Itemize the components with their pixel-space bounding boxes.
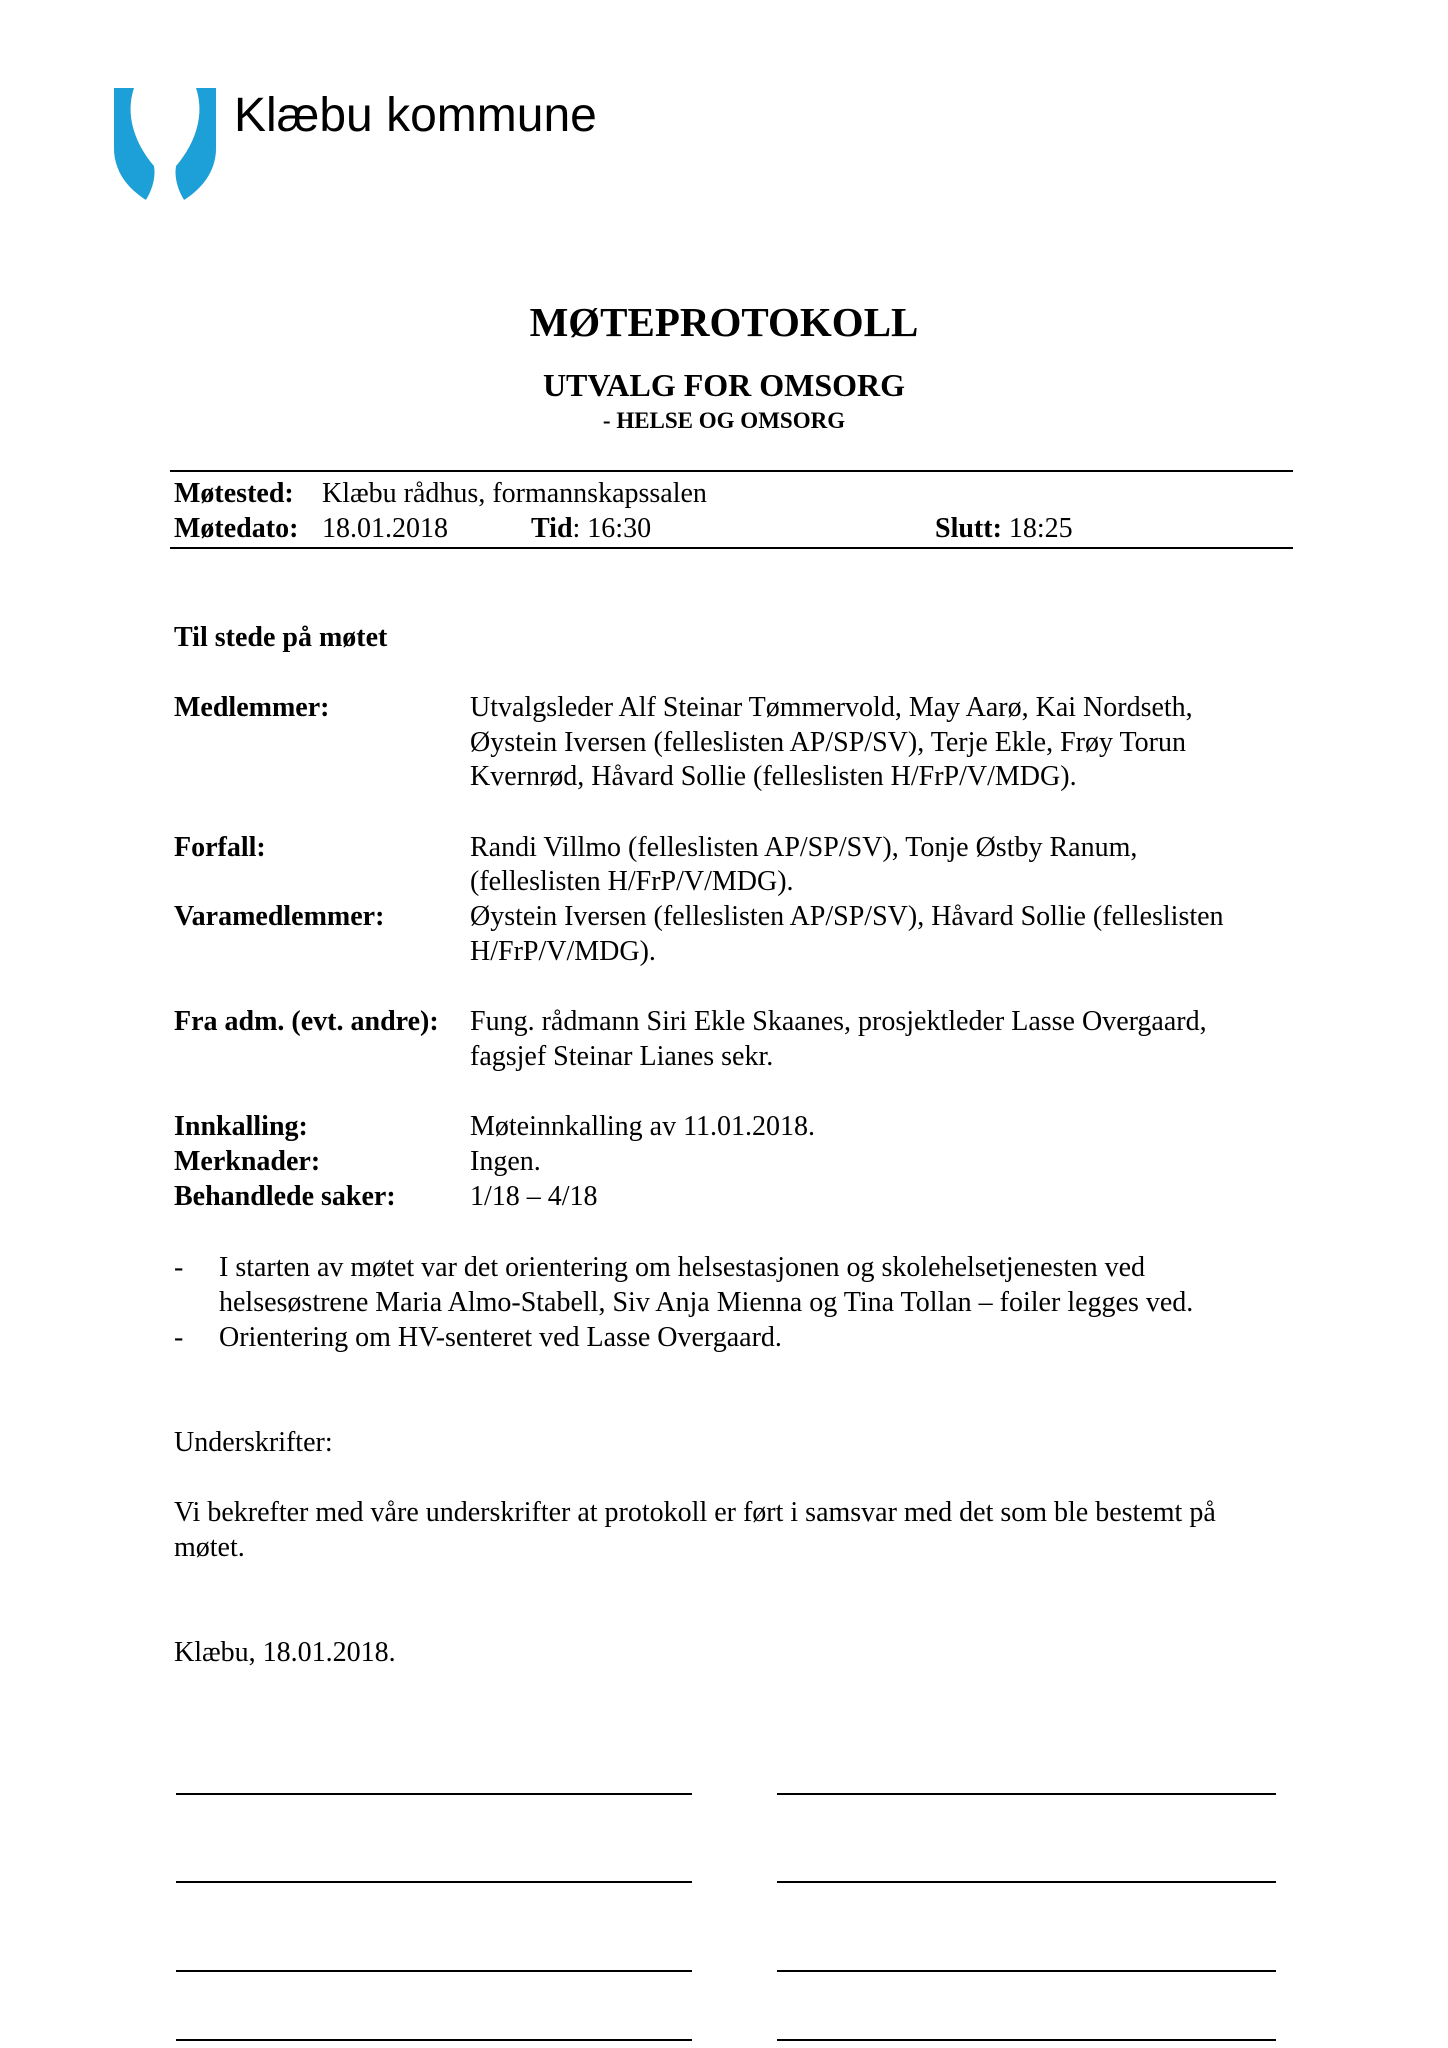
signatures-statement-line-1: Vi bekrefter med våre underskrifter at protokoll er ført i samsvar med det som ble bestemt på xyxy=(174,1497,1216,1528)
signature-line xyxy=(777,1881,1276,1883)
remarks-label: Merknader: xyxy=(174,1146,321,1177)
meeting-time-value: : 16:30 xyxy=(572,513,652,544)
admin-line-1: Fung. rådmann Siri Ekle Skaanes, prosjektleder Lasse Overgaard, xyxy=(470,1006,1207,1037)
cases-label: Behandlede saker: xyxy=(174,1181,396,1212)
meeting-date-label: Møtedato: xyxy=(174,513,299,544)
signatures-heading: Underskrifter: xyxy=(174,1427,333,1458)
deputies-label: Varamedlemmer: xyxy=(174,901,385,932)
meeting-end xyxy=(935,511,1073,546)
signature-line xyxy=(176,2039,692,2041)
absent-line-1: Randi Villmo (felleslisten AP/SP/SV), Tonje Østby Ranum, xyxy=(470,832,1138,863)
cases-value: 1/18 – 4/18 xyxy=(470,1181,598,1212)
deputies-line-1: Øystein Iversen (felleslisten AP/SP/SV), Håvard Sollie (felleslisten xyxy=(470,901,1224,932)
meeting-time xyxy=(531,511,651,546)
signature-line xyxy=(777,1970,1276,1972)
committee-subtitle: - HELSE OG OMSORG xyxy=(602,408,846,433)
meeting-time-label: Tid xyxy=(531,513,573,544)
signatures-statement-line-2: møtet. xyxy=(174,1532,245,1563)
deputies-line-2: H/FrP/V/MDG). xyxy=(470,936,656,967)
members-label: Medlemmer: xyxy=(174,692,330,723)
members-line-2: Øystein Iversen (felleslisten AP/SP/SV), Terje Ekle, Frøy Torun xyxy=(470,727,1186,758)
signature-line xyxy=(176,1793,692,1795)
signature-line xyxy=(777,2039,1276,2041)
note-bullet-2: - xyxy=(174,1322,184,1353)
document-title: MØTEPROTOKOLL xyxy=(529,299,919,345)
note-1-line-2: helsesøstrene Maria Almo-Stabell, Siv Anja Mienna og Tina Tollan – foiler legges ved. xyxy=(219,1287,1194,1318)
notice-label: Innkalling: xyxy=(174,1111,308,1142)
signature-line xyxy=(777,1793,1276,1795)
committee-name: UTVALG FOR OMSORG xyxy=(542,367,906,403)
note-bullet-1: - xyxy=(174,1252,184,1283)
notice-value: Møteinnkalling av 11.01.2018. xyxy=(470,1111,816,1142)
divider-bottom xyxy=(170,547,1293,549)
klaebu-coat-of-arms-logo xyxy=(112,86,218,210)
members-line-1: Utvalgsleder Alf Steinar Tømmervold, May Aarø, Kai Nordseth, xyxy=(470,692,1193,723)
absent-line-2: (felleslisten H/FrP/V/MDG). xyxy=(470,866,794,897)
meeting-end-value: 18:25 xyxy=(1008,513,1073,544)
absent-label: Forfall: xyxy=(174,832,266,863)
admin-line-2: fagsjef Steinar Lianes sekr. xyxy=(470,1041,774,1072)
meeting-place-value: Klæbu rådhus, formannskapssalen xyxy=(322,478,707,509)
remarks-value: Ingen. xyxy=(470,1146,541,1177)
meeting-end-label: Slutt: xyxy=(935,513,1002,544)
meeting-place-row xyxy=(174,476,294,511)
admin-label: Fra adm. (evt. andre): xyxy=(174,1006,439,1037)
note-1-line-1: I starten av møtet var det orientering om helsestasjonen og skolehelsetjenesten ved xyxy=(219,1252,1146,1283)
place-date: Klæbu, 18.01.2018. xyxy=(174,1637,396,1668)
organization-name: Klæbu kommune xyxy=(234,89,597,142)
attendance-heading: Til stede på møtet xyxy=(174,622,388,653)
meeting-place-label: Møtested: xyxy=(174,478,294,509)
signature-line xyxy=(176,1970,692,1972)
divider-top xyxy=(170,470,1293,472)
note-2-line-1: Orientering om HV-senteret ved Lasse Overgaard. xyxy=(219,1322,782,1353)
meeting-date-value: 18.01.2018 xyxy=(322,513,448,544)
signature-line xyxy=(176,1881,692,1883)
members-line-3: Kvernrød, Håvard Sollie (felleslisten H/FrP/V/MDG). xyxy=(470,761,1077,792)
